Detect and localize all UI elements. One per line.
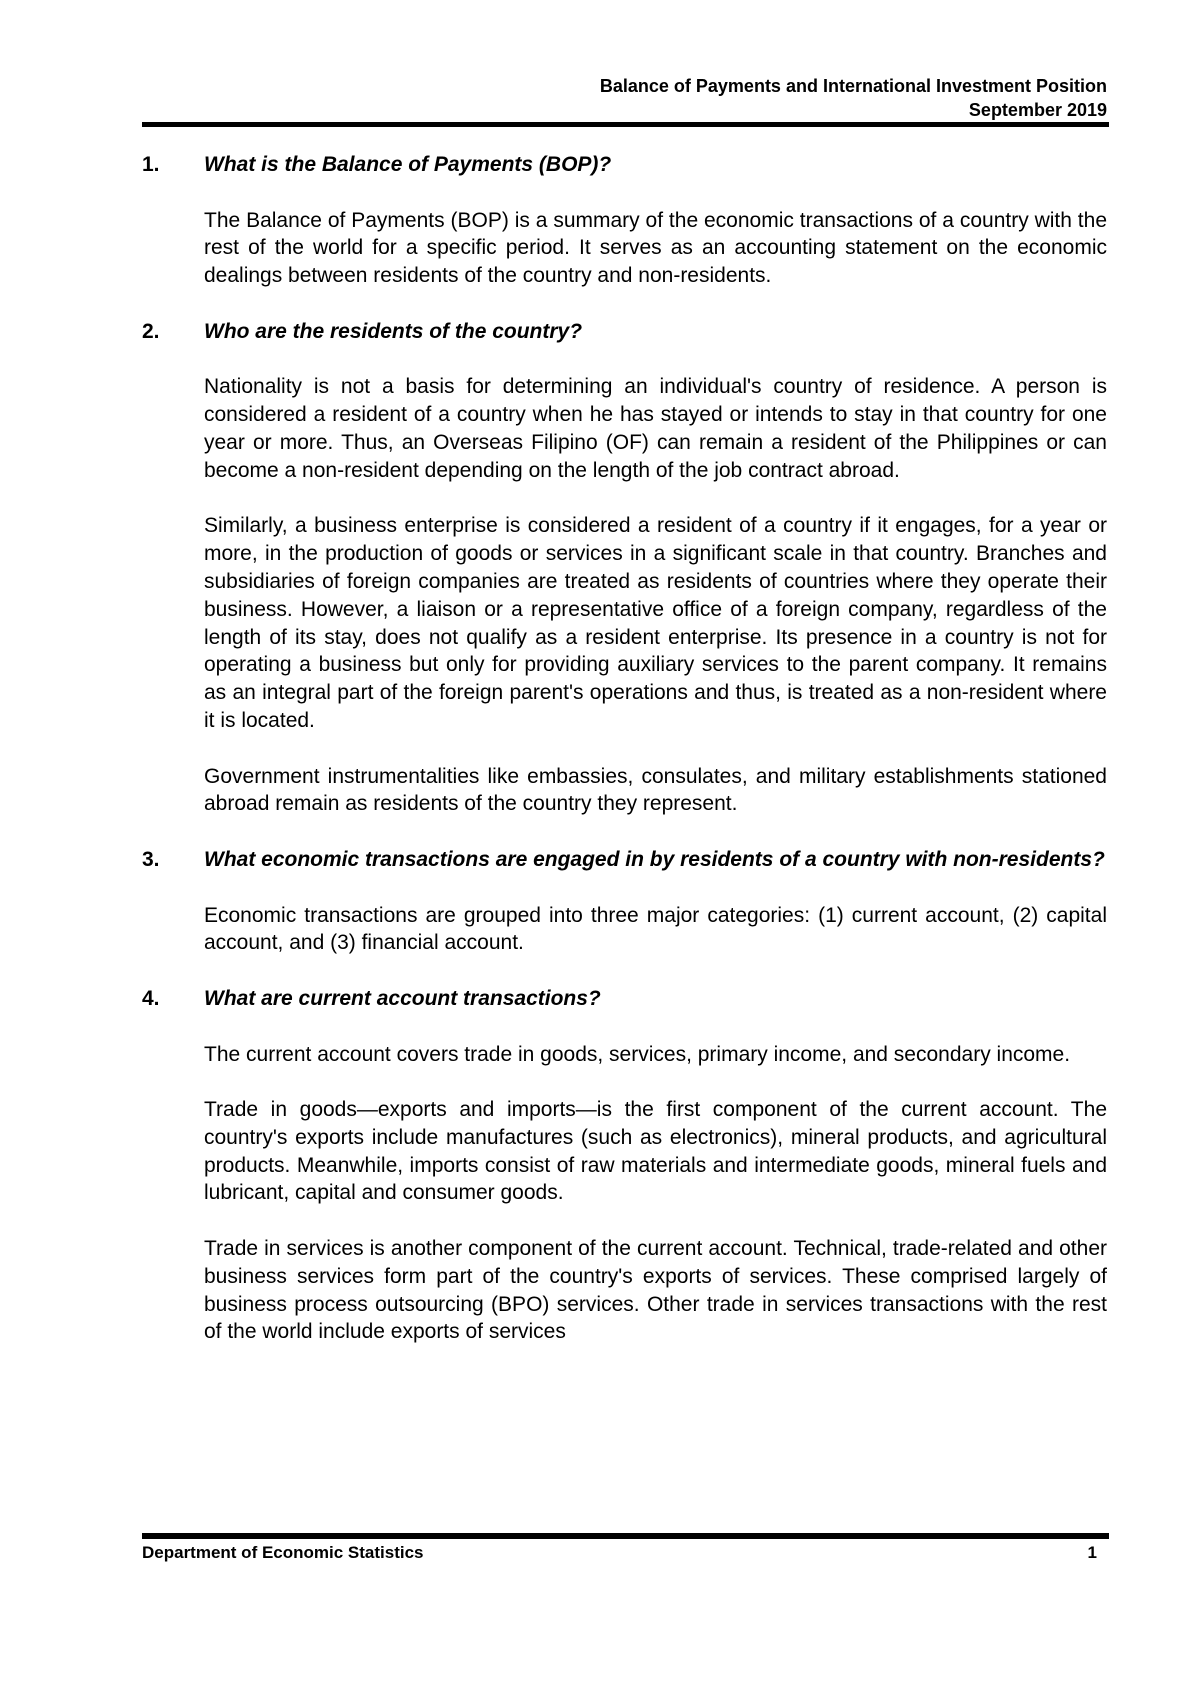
document-body: [142, 151, 1107, 1374]
paragraph: Nationality is not a basis for determining an individual's country of residence. A person is considered a resident of a country when he has stayed or intends to stay in that country for one year or more. Thus, an Overseas Filipino (OF) can remain a resident of the Philippines or can become a non-resident depending on the length of the job contract abroad.: [204, 375, 1107, 482]
question-1: [142, 151, 1107, 179]
question-text: What is the Balance of Payments (BOP)?: [204, 153, 612, 176]
paragraph: Trade in goods—exports and imports—is the first component of the current account. The country's exports include manufactures (such as electronics), mineral products, and agricultural products. Meanwhile, imports consist of raw materials and intermediate goods, mineral fuels and lubricant, capital and consumer goods.: [204, 1098, 1107, 1205]
paragraph: Trade in services is another component of the current account. Technical, trade-related and other business services form part of the country's exports of services. These comprised largely of business process outsourcing (BPO) services. Other trade in services transactions with the rest of the world include exports of services: [204, 1237, 1107, 1344]
header-title: Balance of Payments and International Investment Position: [599, 76, 1107, 96]
question-number: 4.: [142, 986, 160, 1010]
question-number: 3.: [142, 847, 160, 871]
question-number: 2.: [142, 319, 160, 343]
page-number: 1: [1087, 1543, 1097, 1562]
page-header: [142, 74, 1107, 122]
footer-department: Department of Economic Statistics: [142, 1543, 424, 1562]
paragraph: Similarly, a business enterprise is considered a resident of a country if it engages, for a year or more, in the production of goods or services in a significant scale in that country. Branches and subsidiaries of foreign companies are treated as residents of countries where they operate their business. However, a liaison or a representative office of a foreign company, regardless of the length of its stay, does not qualify as a resident enterprise. Its presence in a country is not for operating a business but only for providing auxiliary services to the parent company. It remains as an integral part of the foreign parent's operations and thus, is treated as a non-resident where it is located.: [204, 514, 1107, 732]
header-rule: [142, 122, 1109, 127]
question-text: Who are the residents of the country?: [204, 319, 583, 343]
question-number: 1.: [142, 153, 160, 176]
paragraph: The Balance of Payments (BOP) is a summary of the economic transactions of a country with the rest of the world for a specific period. It serves as an accounting statement on the economic dealings between residents of the country and non-residents.: [204, 208, 1107, 288]
paragraph: Economic transactions are grouped into three major categories: (1) current account, (2) capital account, and (3) financial account.: [204, 903, 1107, 955]
question-3: [142, 846, 1107, 874]
page-footer: [142, 1543, 1097, 1563]
question-text: What are current account transactions?: [204, 986, 601, 1010]
question-text: What economic transactions are engaged in by residents of a country with non-residents?: [204, 847, 1105, 871]
header-date: September 2019: [968, 100, 1107, 120]
question-4: [142, 985, 1107, 1013]
paragraph: Government instrumentalities like embassies, consulates, and military establishments stationed abroad remain as residents of the country they represent.: [204, 764, 1107, 816]
paragraph: The current account covers trade in goods, services, primary income, and secondary income.: [204, 1042, 1071, 1066]
question-2: [142, 318, 1107, 346]
footer-rule: [142, 1533, 1109, 1539]
